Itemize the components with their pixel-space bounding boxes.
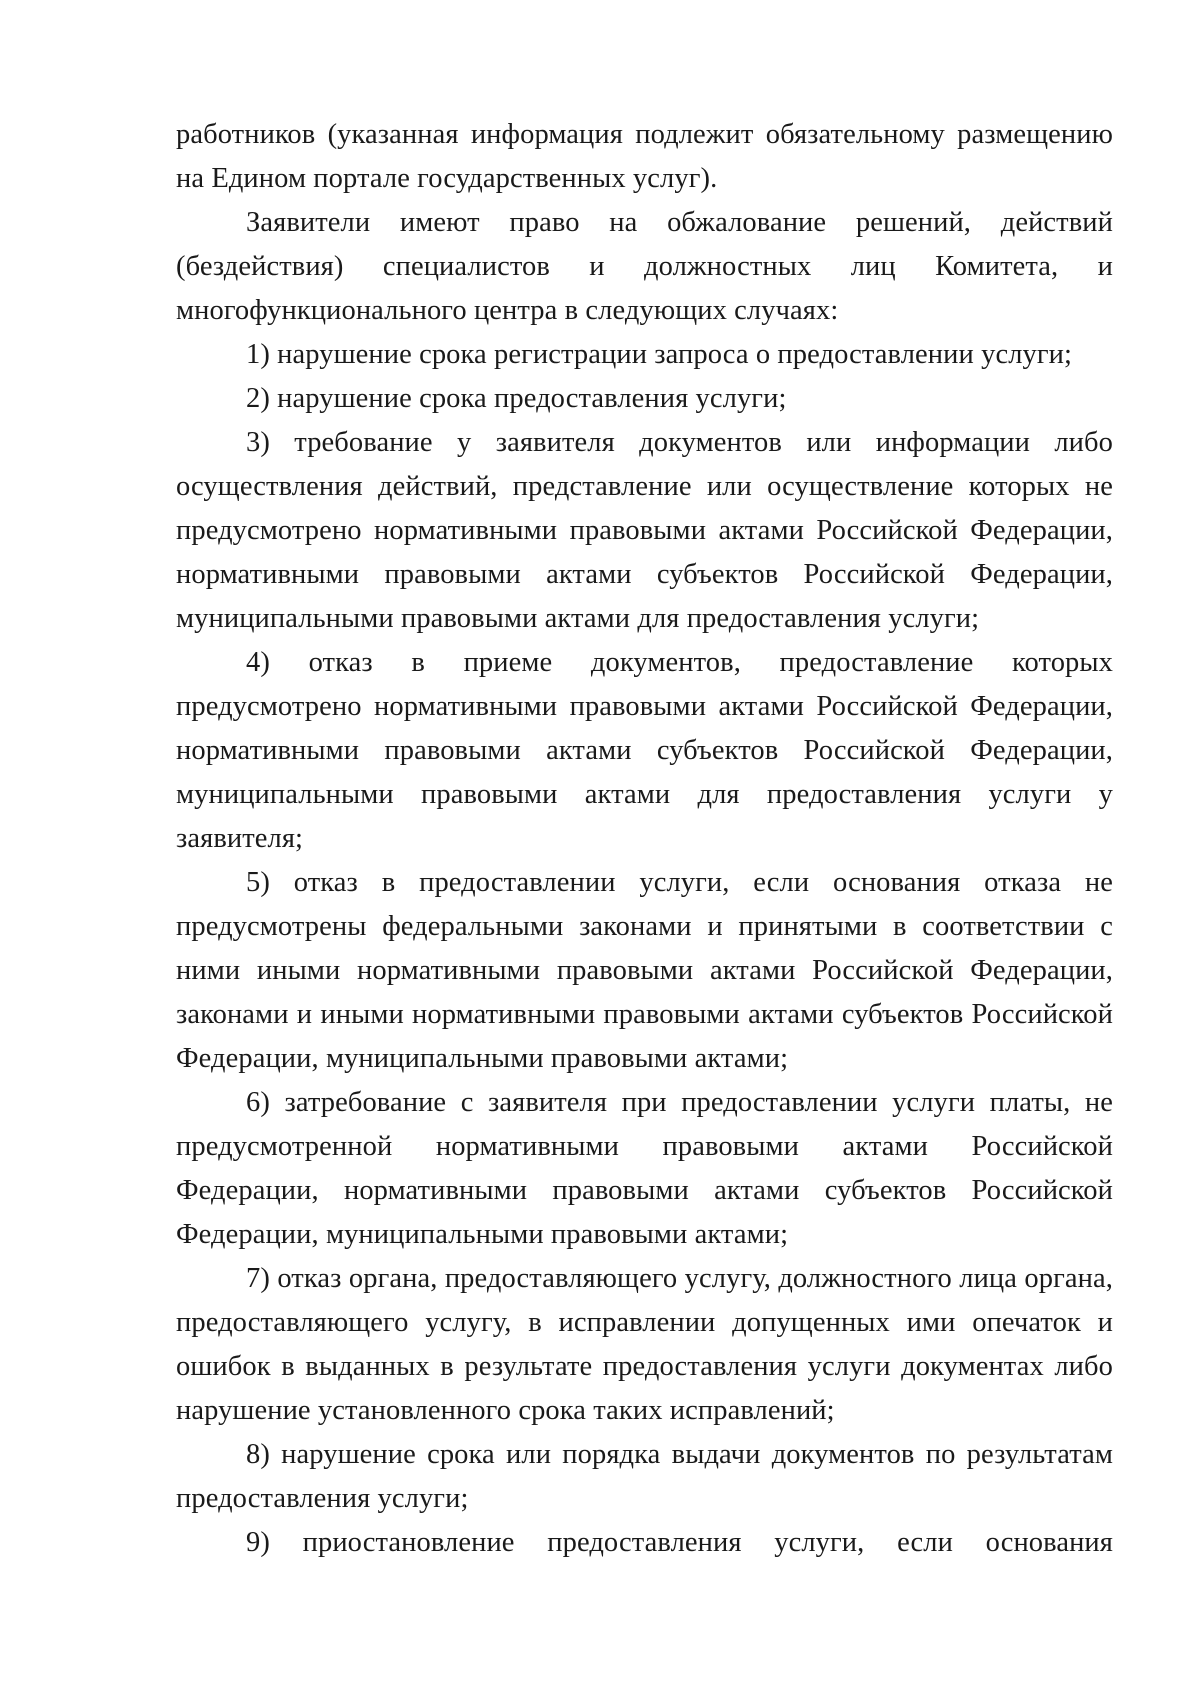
list-item-1: 1) нарушение срока регистрации запроса о предоставлении услуги;: [246, 339, 1073, 370]
list-item-5: 5) отказ в предоставлении услуги, если основания отказа не предусмотрены федеральными законами и принятыми в соответствии с ними иными нормативными правовыми актами Российской Федерации, законами и иными нормативными правовыми актами субъектов Российской Федерации, муниципальными правовыми актами;: [176, 867, 1113, 1074]
list-item-7: 7) отказ органа, предоставляющего услугу, должностного лица органа, предоставляющего услугу, в исправлении допущенных ими опечаток и ошибок в выданных в результате предоставления услуги документах либо нарушение установленного срока таких исправлений;: [176, 1263, 1113, 1426]
list-item-4: 4) отказ в приеме документов, предоставление которых предусмотрено нормативными правовыми актами Российской Федерации, нормативными правовыми актами субъектов Российской Федерации, муниципальными правовыми актами для предоставления услуги у заявителя;: [176, 647, 1113, 854]
list-item-6: 6) затребование с заявителя при предоставлении услуги платы, не предусмотренной нормативными правовыми актами Российской Федерации, нормативными правовыми актами субъектов Российской Федерации, муниципальными правовыми актами;: [176, 1087, 1113, 1250]
document-body: [176, 113, 1113, 1609]
list-item-3: 3) требование у заявителя документов или информации либо осуществления действий, представление или осуществление которых не предусмотрено нормативными правовыми актами Российской Федерации, нормативными правовыми актами субъектов Российской Федерации, муниципальными правовыми актами для предоставления услуги;: [176, 427, 1113, 634]
paragraph-intro: Заявители имеют право на обжалование решений, действий (бездействия) специалистов и должностных лиц Комитета, и многофункционального центра в следующих случаях:: [176, 207, 1113, 326]
list-item-8: 8) нарушение срока или порядка выдачи документов по результатам предоставления услуги;: [176, 1439, 1113, 1514]
list-item-9: 9) приостановление предоставления услуги, если основания: [246, 1527, 1113, 1558]
list-item-2: 2) нарушение срока предоставления услуги;: [246, 383, 787, 414]
paragraph-continuation: работников (указанная информация подлежит обязательному размещению на Едином портале государственных услуг).: [176, 119, 1113, 194]
